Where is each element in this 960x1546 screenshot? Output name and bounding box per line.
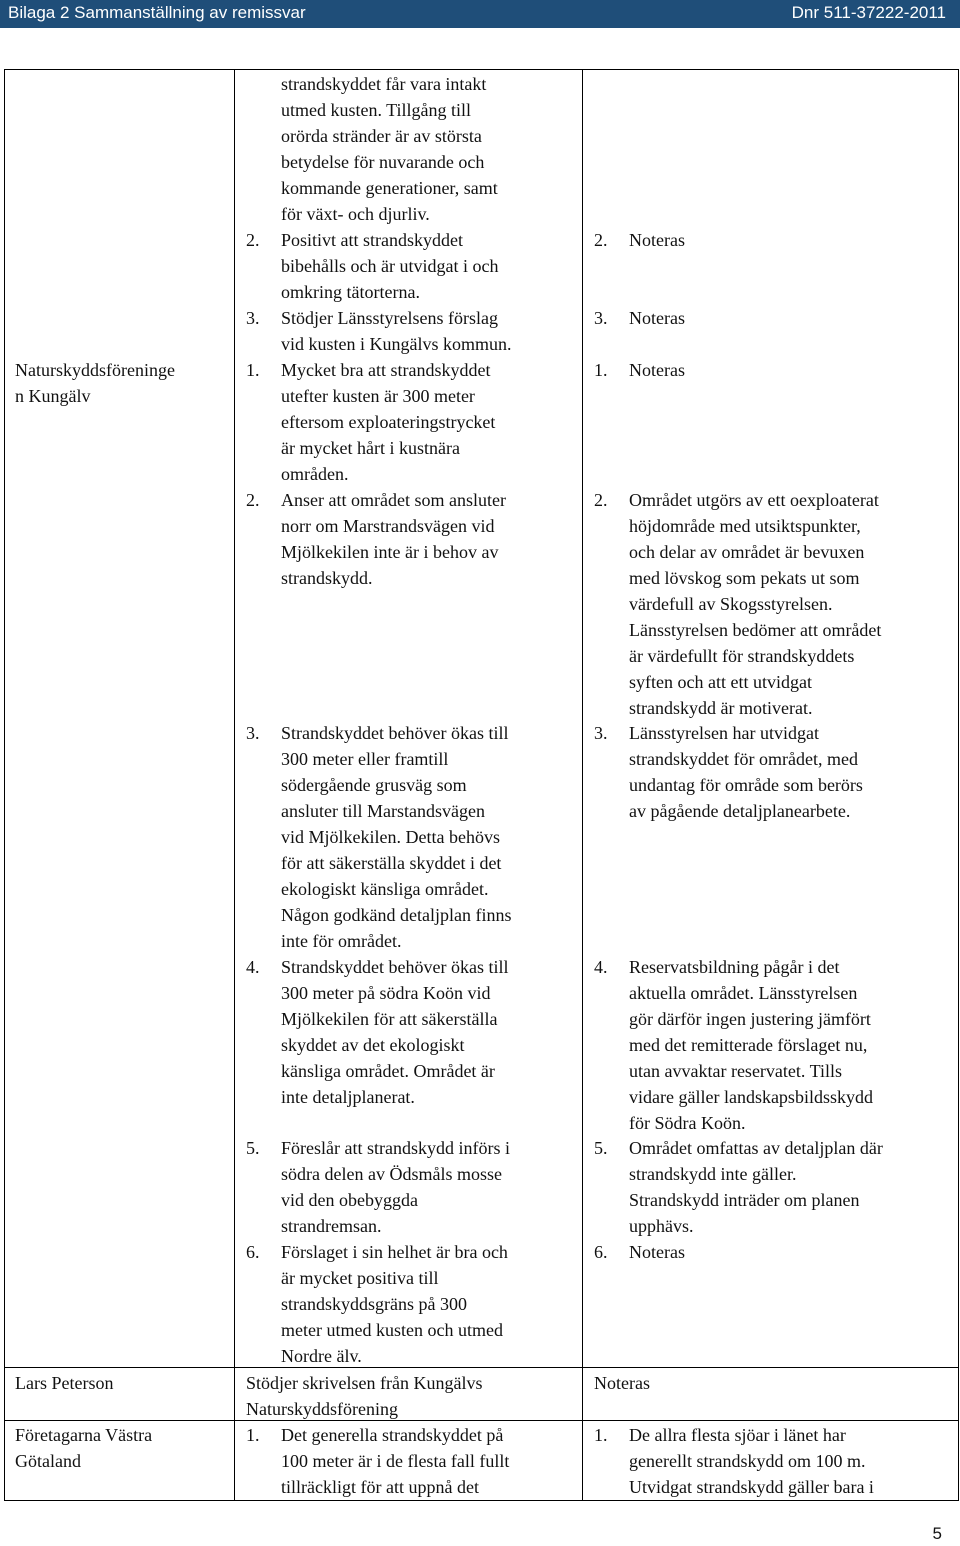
- comment-text: omkring tätorterna.: [281, 282, 420, 302]
- response-text: Reservatsbildning pågår i det: [629, 957, 840, 977]
- comment-text: kommande generationer, samt: [281, 178, 498, 198]
- response-text: Strandskydd inträder om planen: [629, 1190, 860, 1210]
- comment-text: betydelse för nuvarande och: [281, 152, 485, 172]
- table-left-border: [4, 69, 5, 1501]
- comment-text: ekologiskt känsliga området.: [281, 879, 489, 899]
- response-text: gör därför ingen justering jämfört: [629, 1009, 871, 1029]
- response-number: 6.: [594, 1242, 608, 1262]
- comment-text: Strandskyddet behöver ökas till: [281, 957, 509, 977]
- comment-text: Positivt att strandskyddet: [281, 230, 463, 250]
- comment-text: områden.: [281, 464, 349, 484]
- comment-text: Stödjer Länsstyrelsens förslag: [281, 308, 498, 328]
- response-text: strandskyddet för området, med: [629, 749, 858, 769]
- comment-text: utmed kusten. Tillgång till: [281, 100, 472, 120]
- comment-text: Strandskyddet behöver ökas till: [281, 723, 509, 743]
- header-title: Bilaga 2 Sammanställning av remissvar: [8, 3, 306, 22]
- response-text: Noteras: [629, 308, 685, 328]
- comment-text: strandskyddsgräns på 300: [281, 1294, 467, 1314]
- response-text: upphävs.: [629, 1216, 694, 1236]
- response-number: 4.: [594, 957, 608, 977]
- response-number: 2.: [594, 490, 608, 510]
- response-number: 3.: [594, 308, 608, 328]
- response-text: Länsstyrelsen har utvidgat: [629, 723, 819, 743]
- comment-text: Naturskyddsförening: [246, 1399, 398, 1419]
- comment-text: vid Mjölkekilen. Detta behövs: [281, 827, 500, 847]
- comment-text: skyddet av det ekologiskt: [281, 1035, 465, 1055]
- row-divider: [4, 1420, 959, 1421]
- comment-number: 1.: [246, 360, 260, 380]
- comment-text: södra delen av Ödsmåls mosse: [281, 1164, 502, 1184]
- comment-text: inte detaljplanerat.: [281, 1087, 415, 1107]
- comment-number: 2.: [246, 230, 260, 250]
- comment-text: 100 meter är i de flesta fall fullt: [281, 1451, 510, 1471]
- comment-text: inte för området.: [281, 931, 402, 951]
- response-text: syften och att ett utvidgat: [629, 672, 812, 692]
- response-number: 2.: [594, 230, 608, 250]
- comment-number: 3.: [246, 308, 260, 328]
- comment-number: 5.: [246, 1138, 260, 1158]
- row-divider: [4, 1367, 959, 1368]
- page-number: 5: [932, 1524, 942, 1543]
- response-text: generellt strandskydd om 100 m.: [629, 1451, 866, 1471]
- comment-text: strandremsan.: [281, 1216, 382, 1236]
- comment-text: är mycket hårt i kustnära: [281, 438, 460, 458]
- response-text: Området omfattas av detaljplan där: [629, 1138, 883, 1158]
- sender-name: n Kungälv: [15, 386, 91, 406]
- comment-text: utefter kusten är 300 meter: [281, 386, 475, 406]
- response-text: strandskydd inte gäller.: [629, 1164, 797, 1184]
- comment-text: orörda stränder är av största: [281, 126, 482, 146]
- response-text: Utvidgat strandskydd gäller bara i: [629, 1477, 874, 1497]
- page-header: [0, 0, 960, 28]
- response-number: 1.: [594, 1425, 608, 1445]
- table-bottom-border: [4, 1500, 959, 1501]
- comment-number: 1.: [246, 1425, 260, 1445]
- response-text: Noteras: [629, 230, 685, 250]
- comment-number: 2.: [246, 490, 260, 510]
- response-text: aktuella området. Länsstyrelsen: [629, 983, 858, 1003]
- response-text: vidare gäller landskapsbildsskydd: [629, 1087, 873, 1107]
- comment-text: meter utmed kusten och utmed: [281, 1320, 503, 1340]
- comment-text: Föreslår att strandskydd införs i: [281, 1138, 510, 1158]
- comment-text: Stödjer skrivelsen från Kungälvs: [246, 1373, 483, 1393]
- response-text: värdefull av Skogsstyrelsen.: [629, 594, 833, 614]
- comment-text: Mjölkekilen inte är i behov av: [281, 542, 499, 562]
- comment-text: Någon godkänd detaljplan finns: [281, 905, 512, 925]
- sender-name: Naturskyddsföreninge: [15, 360, 175, 380]
- response-text: höjdområde med utsiktspunkter,: [629, 516, 861, 536]
- comment-text: Mycket bra att strandskyddet: [281, 360, 491, 380]
- sender-name: Götaland: [15, 1451, 81, 1471]
- column-divider: [234, 69, 235, 1501]
- response-number: 1.: [594, 360, 608, 380]
- response-text: med det remitterade förslaget nu,: [629, 1035, 868, 1055]
- comment-text: eftersom exploateringstrycket: [281, 412, 496, 432]
- response-number: 5.: [594, 1138, 608, 1158]
- sender-name: Företagarna Västra: [15, 1425, 153, 1445]
- comment-text: Anser att området som ansluter: [281, 490, 506, 510]
- response-text: för Södra Koön.: [629, 1113, 746, 1133]
- response-text: Länsstyrelsen bedömer att området: [629, 620, 882, 640]
- comment-text: för att säkerställa skyddet i det: [281, 853, 502, 873]
- comment-text: tillräckligt för att uppnå det: [281, 1477, 479, 1497]
- comment-text: 300 meter på södra Koön vid: [281, 983, 491, 1003]
- comment-text: strandskydd.: [281, 568, 373, 588]
- response-text: och delar av området är bevuxen: [629, 542, 865, 562]
- table-top-border: [4, 69, 959, 70]
- response-text: undantag för område som berörs: [629, 775, 863, 795]
- comment-text: vid kusten i Kungälvs kommun.: [281, 334, 512, 354]
- response-text: Noteras: [629, 360, 685, 380]
- response-text: strandskydd är motiverat.: [629, 698, 813, 718]
- comment-text: ansluter till Marstandsvägen: [281, 801, 485, 821]
- comment-text: Det generella strandskyddet på: [281, 1425, 504, 1445]
- comment-text: är mycket positiva till: [281, 1268, 439, 1288]
- comment-text: Förslaget i sin helhet är bra och: [281, 1242, 508, 1262]
- comment-text: Mjölkekilen för att säkerställa: [281, 1009, 498, 1029]
- comment-number: 6.: [246, 1242, 260, 1262]
- response-text: De allra flesta sjöar i länet har: [629, 1425, 846, 1445]
- comment-text: Nordre älv.: [281, 1346, 362, 1366]
- comment-text: 300 meter eller framtill: [281, 749, 449, 769]
- sender-name: Lars Peterson: [15, 1373, 114, 1393]
- response-text: utan avvaktar reservatet. Tills: [629, 1061, 842, 1081]
- response-text: är värdefullt för strandskyddets: [629, 646, 855, 666]
- response-text: Området utgörs av ett oexploaterat: [629, 490, 879, 510]
- comment-number: 3.: [246, 723, 260, 743]
- column-divider: [582, 69, 583, 1501]
- comment-number: 4.: [246, 957, 260, 977]
- comment-text: vid den obebyggda: [281, 1190, 418, 1210]
- comment-text: för växt- och djurliv.: [281, 204, 430, 224]
- comment-text: bibehålls och är utvidgat i och: [281, 256, 499, 276]
- comment-text: känsliga området. Området är: [281, 1061, 495, 1081]
- response-text: Noteras: [594, 1373, 650, 1393]
- response-number: 3.: [594, 723, 608, 743]
- response-text: Noteras: [629, 1242, 685, 1262]
- comment-text: strandskyddet får vara intakt: [281, 74, 487, 94]
- comment-text: norr om Marstrandsvägen vid: [281, 516, 495, 536]
- header-reference: Dnr 511-37222-2011: [791, 3, 946, 22]
- table-right-border: [958, 69, 959, 1501]
- response-text: med lövskog som pekats ut som: [629, 568, 860, 588]
- comment-text: södergående grusväg som: [281, 775, 467, 795]
- response-text: av pågående detaljplanearbete.: [629, 801, 851, 821]
